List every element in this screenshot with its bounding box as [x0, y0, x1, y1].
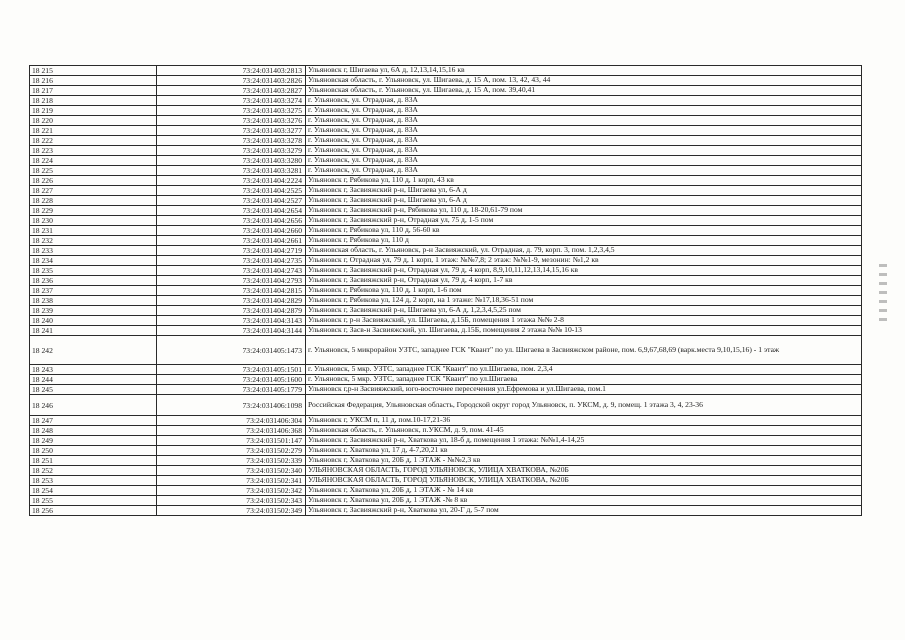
table-row	[30, 86, 862, 96]
table-row	[30, 466, 862, 476]
margin-scan-marks	[876, 258, 890, 388]
address: Ульяновск г, Отрадная ул, 79 д, 1 корп, 1 этаж: №№7,8; 2 этаж: №№1-9, мезонин: №1,2 кв	[306, 256, 862, 266]
row-number: 18 227	[30, 186, 157, 196]
cadastral-number: 73:24:031404:2793	[157, 276, 306, 286]
table-row	[30, 476, 862, 486]
cadastral-number: 73:24:031404:2224	[157, 176, 306, 186]
table-row	[30, 486, 862, 496]
row-number: 18 228	[30, 196, 157, 206]
table-row	[30, 66, 862, 76]
cadastral-number: 73:24:031403:3275	[157, 106, 306, 116]
row-number: 18 239	[30, 306, 157, 316]
table-row	[30, 416, 862, 426]
row-number: 18 230	[30, 216, 157, 226]
cadastral-number: 73:24:031502:343	[157, 496, 306, 506]
table-row	[30, 456, 862, 466]
address: Ульяновск г, Хваткова ул, 20Б д, 1 ЭТАЖ -№ 8 кв	[306, 496, 862, 506]
cadastral-number: 73:24:031404:2719	[157, 246, 306, 256]
address: г. Ульяновск, ул. Отрадная, д. 83А	[306, 166, 862, 176]
table-row	[30, 136, 862, 146]
address: Ульяновск г, Засв-н Засвияжский, ул. Шигаева, д.15Б, помещения 2 этажа №№ 10-13	[306, 326, 862, 336]
row-number: 18 237	[30, 286, 157, 296]
cadastral-number: 73:24:031404:2525	[157, 186, 306, 196]
table-row	[30, 286, 862, 296]
row-number: 18 252	[30, 466, 157, 476]
row-number: 18 229	[30, 206, 157, 216]
address: Ульяновск г, Засвияжский р-н, Отрадная ул, 75 д, 1-5 пом	[306, 216, 862, 226]
cadastral-number: 73:24:031502:340	[157, 466, 306, 476]
row-number: 18 231	[30, 226, 157, 236]
address: Ульяновск г, Засвияжский р-н, Шигаева ул, 6-А д	[306, 196, 862, 206]
row-number: 18 224	[30, 156, 157, 166]
address: г. Ульяновск, 5 мкр. УЗТС, западнее ГСК "Квант" по ул.Шигаева	[306, 375, 862, 385]
address: Ульяновск г, Рябикова ул, 110 д	[306, 236, 862, 246]
row-number: 18 223	[30, 146, 157, 156]
cadastral-number: 73:24:031404:2829	[157, 296, 306, 306]
cadastral-number: 73:24:031403:2826	[157, 76, 306, 86]
table-row	[30, 216, 862, 226]
address: г. Ульяновск, ул. Отрадная, д. 83А	[306, 116, 862, 126]
table-row	[30, 385, 862, 395]
cadastral-number: 73:24:031405:1501	[157, 365, 306, 375]
row-number: 18 238	[30, 296, 157, 306]
cadastral-number: 73:24:031403:3280	[157, 156, 306, 166]
cadastral-number: 73:24:031405:1600	[157, 375, 306, 385]
cadastral-number: 73:24:031406:1098	[157, 395, 306, 416]
address: Ульяновская область, г. Ульяновск, ул. Шигаева, д. 15 А, пом. 13, 42, 43, 44	[306, 76, 862, 86]
row-number: 18 236	[30, 276, 157, 286]
cadastral-number: 73:24:031502:279	[157, 446, 306, 456]
table-row	[30, 336, 862, 365]
address: Ульяновск г, Засвияжский р-н, Хваткова ул, 18-б д, помещения 1 этажа: №№1,4-14,25	[306, 436, 862, 446]
table-row	[30, 126, 862, 136]
cadastral-number: 73:24:031405:1779	[157, 385, 306, 395]
address: Ульяновская область, г. Ульяновск, р-н Засвияжский, ул. Отрадная, д. 79, корп. 3, пом. 1,2,3,4,5	[306, 246, 862, 256]
row-number: 18 215	[30, 66, 157, 76]
address: Ульяновск г, Засвияжский р-н, Хваткова ул, 20-Г д, 5-7 пом	[306, 506, 862, 516]
row-number: 18 247	[30, 416, 157, 426]
row-number: 18 226	[30, 176, 157, 186]
cadastral-number: 73:24:031403:3276	[157, 116, 306, 126]
row-number: 18 253	[30, 476, 157, 486]
address: Ульяновск г, Засвияжский р-н, Шигаева ул, 6-А д, 1,2,3,4,5,25 пом	[306, 306, 862, 316]
address: Ульяновск г, Засвияжский р-н, Шигаева ул, 6-А д	[306, 186, 862, 196]
row-number: 18 218	[30, 96, 157, 106]
register-table-body	[30, 66, 862, 516]
row-number: 18 222	[30, 136, 157, 146]
address: Ульяновск г, Рябикова ул, 124 д, 2 корп, на 1 этаже: №17,18,36-51 пом	[306, 296, 862, 306]
address: г. Ульяновск, ул. Отрадная, д. 83А	[306, 156, 862, 166]
cadastral-number: 73:24:031404:2735	[157, 256, 306, 266]
table-row	[30, 196, 862, 206]
address: Ульяновск г, Хваткова ул, 20Б д, 1 ЭТАЖ - №№2,3 кв	[306, 456, 862, 466]
row-number: 18 249	[30, 436, 157, 446]
table-row	[30, 96, 862, 106]
row-number: 18 217	[30, 86, 157, 96]
cadastral-number: 73:24:031502:339	[157, 456, 306, 466]
row-number: 18 246	[30, 395, 157, 416]
table-row	[30, 166, 862, 176]
table-row	[30, 226, 862, 236]
table-row	[30, 395, 862, 416]
table-row	[30, 316, 862, 326]
row-number: 18 242	[30, 336, 157, 365]
table-row	[30, 296, 862, 306]
table-row	[30, 436, 862, 446]
cadastral-number: 73:24:031404:3143	[157, 316, 306, 326]
table-row	[30, 446, 862, 456]
row-number: 18 255	[30, 496, 157, 506]
table-row	[30, 246, 862, 256]
address: Ульяновск г, Засвияжский р-н, Рябикова ул, 110 д, 18-20,61-79 пом	[306, 206, 862, 216]
cadastral-number: 73:24:031405:1473	[157, 336, 306, 365]
row-number: 18 225	[30, 166, 157, 176]
cadastral-number: 73:24:031403:3279	[157, 146, 306, 156]
cadastral-number: 73:24:031403:3277	[157, 126, 306, 136]
table-row	[30, 506, 862, 516]
table-row	[30, 266, 862, 276]
row-number: 18 243	[30, 365, 157, 375]
cadastral-number: 73:24:031502:349	[157, 506, 306, 516]
cadastral-number: 73:24:031406:304	[157, 416, 306, 426]
address: Ульяновск г, Рябикова ул, 110 д, 56-60 кв	[306, 226, 862, 236]
row-number: 18 234	[30, 256, 157, 266]
table-row	[30, 206, 862, 216]
address: Ульяновск г, Хваткова ул, 17 д, 4-7,20,21 кв	[306, 446, 862, 456]
cadastral-number: 73:24:031501:147	[157, 436, 306, 446]
address: г. Ульяновск, ул. Отрадная, д. 83А	[306, 96, 862, 106]
table-row	[30, 236, 862, 246]
cadastral-number: 73:24:031403:3278	[157, 136, 306, 146]
cadastral-number: 73:24:031406:368	[157, 426, 306, 436]
row-number: 18 241	[30, 326, 157, 336]
cadastral-number: 73:24:031404:2815	[157, 286, 306, 296]
table-row	[30, 375, 862, 385]
cadastral-number: 73:24:031404:2527	[157, 196, 306, 206]
table-row	[30, 326, 862, 336]
address: УЛЬЯНОВСКАЯ ОБЛАСТЬ, ГОРОД УЛЬЯНОВСК, УЛИЦА ХВАТКОВА, №20Б	[306, 466, 862, 476]
row-number: 18 248	[30, 426, 157, 436]
register-table-sheet	[29, 65, 862, 516]
table-row	[30, 156, 862, 166]
table-row	[30, 496, 862, 506]
table-row	[30, 276, 862, 286]
cadastral-number: 73:24:031403:2813	[157, 66, 306, 76]
cadastral-number: 73:24:031502:342	[157, 486, 306, 496]
address: г. Ульяновск, 5 мкр. УЗТС, западнее ГСК "Квант" по ул.Шигаева, пом. 2,3,4	[306, 365, 862, 375]
table-row	[30, 106, 862, 116]
row-number: 18 245	[30, 385, 157, 395]
row-number: 18 235	[30, 266, 157, 276]
address: г. Ульяновск, 5 микрорайон УЗТС, западнее ГСК "Квант" по ул. Шигаева в Засвияжском районе, пом. 6,9,67,68,69 (варк.места 9,10,15,16) - 1 этаж	[306, 336, 862, 365]
table-row	[30, 76, 862, 86]
row-number: 18 220	[30, 116, 157, 126]
row-number: 18 216	[30, 76, 157, 86]
table-row	[30, 186, 862, 196]
address: Ульяновск г, Хваткова ул, 20Б д, 1 ЭТАЖ - № 14 кв	[306, 486, 862, 496]
row-number: 18 254	[30, 486, 157, 496]
address: Ульяновск г, р-н Засвияжский, ул. Шигаева, д.15Б, помещения 1 этажа №№ 2-8	[306, 316, 862, 326]
row-number: 18 250	[30, 446, 157, 456]
address: Ульяновск г, Засвияжский р-н, Отрадная ул, 79 д, 4 корп, 8,9,10,11,12,13,14,15,16 кв	[306, 266, 862, 276]
row-number: 18 256	[30, 506, 157, 516]
address: г. Ульяновск, ул. Отрадная, д. 83А	[306, 146, 862, 156]
address: Ульяновск г, УКСМ п, 11 д, пом.10-17,21-36	[306, 416, 862, 426]
table-row	[30, 176, 862, 186]
cadastral-number: 73:24:031404:3144	[157, 326, 306, 336]
cadastral-number: 73:24:031502:341	[157, 476, 306, 486]
row-number: 18 221	[30, 126, 157, 136]
address: Ульяновск г, Засвияжский р-н, Отрадная ул, 79 д, 4 корп, 1-7 кв	[306, 276, 862, 286]
row-number: 18 251	[30, 456, 157, 466]
table-row	[30, 116, 862, 126]
table-row	[30, 365, 862, 375]
cadastral-number: 73:24:031404:2743	[157, 266, 306, 276]
table-row	[30, 306, 862, 316]
cadastral-number: 73:24:031404:2660	[157, 226, 306, 236]
address: УЛЬЯНОВСКАЯ ОБЛАСТЬ, ГОРОД УЛЬЯНОВСК, УЛИЦА ХВАТКОВА, №20Б	[306, 476, 862, 486]
cadastral-number: 73:24:031404:2654	[157, 206, 306, 216]
address: Российская Федерация, Ульяновская область, Городской округ город Ульяновск, п. УКСМ, д. 9, помещ. 1 этажа 3, 4, 23-36	[306, 395, 862, 416]
cadastral-number: 73:24:031404:2879	[157, 306, 306, 316]
row-number: 18 244	[30, 375, 157, 385]
cadastral-number: 73:24:031403:3281	[157, 166, 306, 176]
table-row	[30, 426, 862, 436]
address: Ульяновск г, Рябикова ул, 110 д, 1 корп, 43 кв	[306, 176, 862, 186]
table-row	[30, 146, 862, 156]
address: Ульяновская область, г. Ульяновск, ул. Шигаева, д. 15 А, пом. 39,40,41	[306, 86, 862, 96]
row-number: 18 233	[30, 246, 157, 256]
row-number: 18 232	[30, 236, 157, 246]
address: г. Ульяновск, ул. Отрадная, д. 83А	[306, 136, 862, 146]
cadastral-number: 73:24:031403:3274	[157, 96, 306, 106]
cadastral-number: 73:24:031403:2827	[157, 86, 306, 96]
address: г. Ульяновск, ул. Отрадная, д. 83А	[306, 106, 862, 116]
address: Ульяновская область, г. Ульяновск, п.УКСМ, д. 9, пом. 41-45	[306, 426, 862, 436]
register-table	[29, 65, 862, 516]
row-number: 18 240	[30, 316, 157, 326]
address: Ульяновск г, Рябикова ул, 110 д, 1 корп, 1-6 пом	[306, 286, 862, 296]
cadastral-number: 73:24:031404:2661	[157, 236, 306, 246]
table-row	[30, 256, 862, 266]
address: г. Ульяновск, ул. Отрадная, д. 83А	[306, 126, 862, 136]
row-number: 18 219	[30, 106, 157, 116]
address: Ульяновск г, Шигаева ул, 6А д, 12,13,14,15,16 кв	[306, 66, 862, 76]
address: Ульяновск г,р-н Засвияжский, юго-восточнее пересечения ул.Ефремова и ул.Шигаева, пом.1	[306, 385, 862, 395]
cadastral-number: 73:24:031404:2656	[157, 216, 306, 226]
